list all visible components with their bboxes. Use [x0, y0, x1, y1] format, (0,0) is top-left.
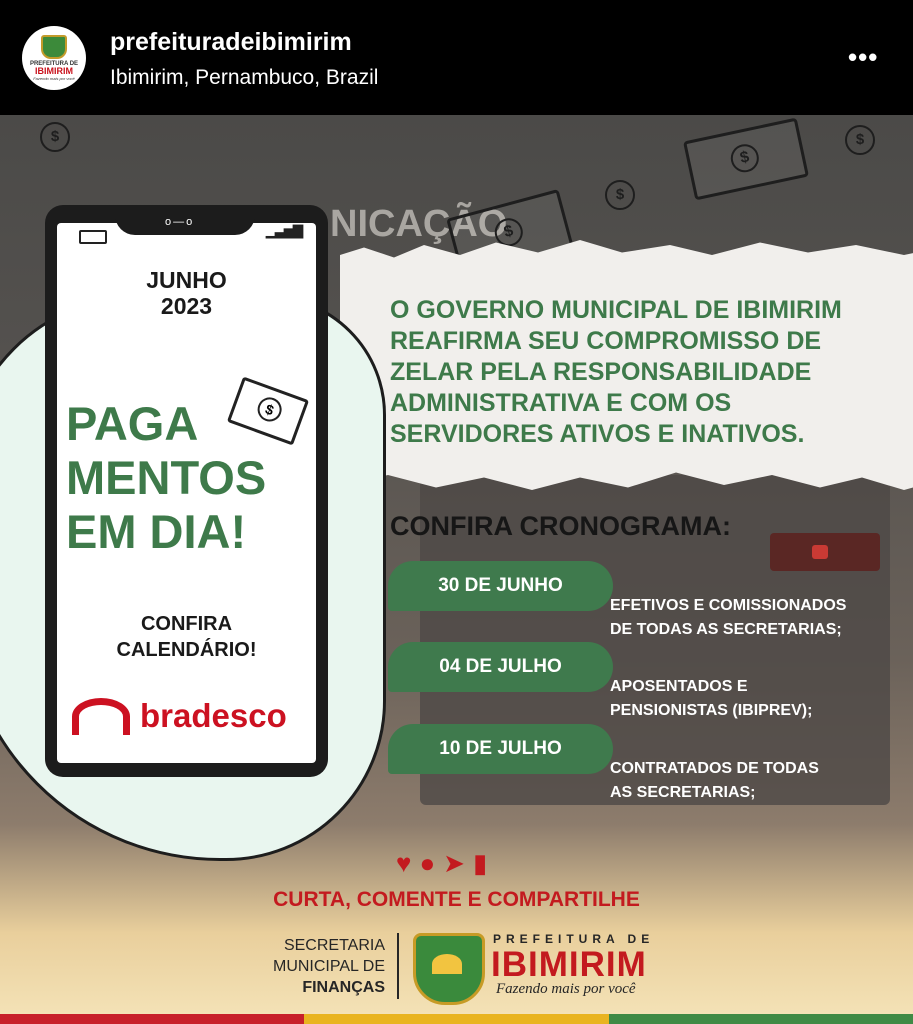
stripe-green	[609, 1014, 913, 1024]
headline-line: EM DIA!	[66, 505, 247, 558]
schedule-label-line: EFETIVOS E COMISSIONADOS	[610, 597, 847, 614]
schedule-date-2: 04 DE JULHO	[388, 642, 613, 692]
battery-icon	[79, 230, 107, 244]
money-bill-icon	[683, 118, 809, 201]
avatar-pre: PREFEITURA DE	[29, 61, 79, 67]
headline-line: PAGA	[66, 397, 199, 450]
secretaria-label	[250, 935, 385, 998]
signal-icon: ▁▃▅▇	[266, 223, 302, 238]
crest-icon	[41, 35, 67, 59]
secretaria-line: MUNICIPAL DE	[272, 958, 385, 975]
bank-name: bradesco	[140, 697, 287, 734]
schedule-label-line: CONTRATADOS DE TODAS	[610, 760, 819, 777]
stripe-yellow	[304, 1014, 608, 1024]
coin-icon: $	[845, 125, 875, 155]
stripe-red	[0, 1014, 304, 1024]
schedule-date-3: 10 DE JULHO	[388, 724, 613, 774]
bookmark-icon: ▮	[472, 848, 488, 878]
prefeitura-label: PREFEITURA DE	[493, 932, 655, 946]
call-to-action: CURTA, COMENTE E COMPARTILHE	[273, 888, 640, 911]
coin-icon: $	[605, 180, 635, 210]
phone-year: 2023	[160, 293, 213, 319]
post-image[interactable]	[0, 115, 913, 1024]
schedule-label-2	[610, 675, 812, 723]
secretaria-line: SECRETARIA	[283, 937, 385, 954]
headline-line: MENTOS	[66, 451, 267, 504]
color-stripes	[0, 1014, 913, 1024]
headline	[66, 397, 266, 559]
footer-divider	[397, 933, 399, 999]
bradesco-logo	[72, 697, 287, 735]
phone-month: JUNHO	[146, 267, 227, 293]
schedule-label-3	[610, 757, 819, 805]
government-text: O GOVERNO MUNICIPAL DE IBIMIRIM REAFIRMA SEU COMPROMISSO DE ZELAR PELA RESPONSABILIDADE ADMINISTRATIVA E COM OS SERVIDORES ATIVOS E INATIVOS.	[390, 296, 842, 448]
city-name: IBIMIRIM	[491, 945, 647, 984]
username-link[interactable]: prefeituradeibimirim	[110, 28, 352, 56]
schedule-label-line: APOSENTADOS E	[610, 678, 748, 695]
location-link[interactable]: Ibimirim, Pernambuco, Brazil	[110, 66, 379, 89]
share-icon: ➤	[443, 848, 465, 878]
background-sign: NICAÇÃO	[330, 203, 508, 245]
schedule-label-line: AS SECRETARIAS;	[610, 784, 756, 801]
avatar-tagline: Fazendo mais por você	[33, 76, 75, 81]
heart-icon: ♥	[396, 848, 412, 878]
bradesco-icon	[72, 698, 130, 735]
comment-icon: ●	[419, 848, 436, 878]
post-header	[0, 0, 913, 115]
schedule-label-line: PENSIONISTAS (IBIPREV);	[610, 702, 813, 719]
city-tagline: Fazendo mais por você	[496, 981, 636, 997]
municipal-crest-icon	[413, 933, 485, 1005]
schedule-title: CONFIRA CRONOGRAMA:	[390, 511, 731, 541]
profile-avatar[interactable]	[22, 26, 86, 90]
coin-icon: $	[40, 122, 70, 152]
schedule-date-1: 30 DE JUNHO	[388, 561, 613, 611]
calendar-cta	[57, 611, 316, 663]
social-icons	[396, 848, 487, 879]
more-options-icon[interactable]: •••	[848, 42, 879, 72]
cta-line: CALENDÁRIO!	[116, 639, 257, 661]
camera-icon: o—o	[165, 216, 195, 228]
cta-line: CONFIRA	[140, 613, 233, 635]
avatar-name: IBIMIRIM	[35, 66, 73, 76]
schedule-label-1	[610, 594, 846, 642]
background-light	[770, 533, 880, 571]
phone-date	[57, 267, 316, 319]
secretaria-line: FINANÇAS	[302, 979, 385, 996]
schedule-label-line: DE TODAS AS SECRETARIAS;	[610, 621, 842, 638]
